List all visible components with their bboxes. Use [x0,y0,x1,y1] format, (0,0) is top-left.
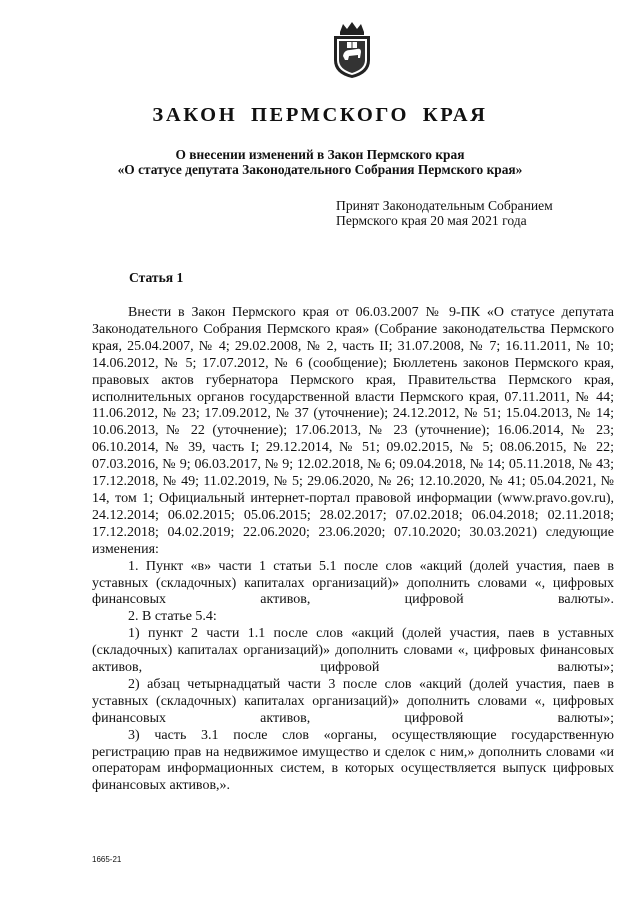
document-code: 1665-21 [92,855,122,864]
article-heading: Статья 1 [129,270,184,285]
law-title: ЗАКОН ПЕРМСКОГО КРАЯ [152,104,488,126]
article-paragraph: 1. Пункт «в» части 1 статьи 5.1 после слов «акций (долей участия, паев в уставных (складочных) капиталах организаций)» дополнить словами «, цифровых финансовых активов, цифровой валюты». [92,558,614,608]
article-paragraph: 2. В статье 5.4: [128,609,217,625]
law-subtitle-line-1: О внесении изменений в Закон Пермского края [175,147,465,162]
law-subtitle-line-2: «О статусе депутата Законодательного Собрания Пермского края» [117,162,523,177]
coat-of-arms-icon [330,20,374,80]
article-body [92,305,614,795]
adoption-note-line-1: Принят Законодательным Собранием [336,198,553,213]
article-paragraph: Внести в Закон Пермского края от 06.03.2007 № 9-ПК «О статусе депутата Законодательного Собрания Пермского края» (Собрание законодательства Пермского края, 25.04.2007, № 4; 29.02.2008, № 2, часть II; 31.07.2008, № 7; 16.11.2011, № 10; 14.06.2012, № 5; 17.07.2012, № 6 (сообщение); Бюллетень законов Пермского края, правовых актов губернатора Пермского края, Правительства Пермского края, исполнительных органов государственной власти Пермского края, 07.11.2011, № 44; 11.06.2012, № 23; 17.09.2012, № 37 (уточнение); 24.12.2012, № 51; 15.04.2013, № 14; 10.06.2013, № 22 (уточнение); 17.06.2013, № 23 (уточнение); 16.06.2014, № 23; 06.10.2014, № 39, часть I; 29.12.2014, № 51; 09.02.2015, № 5; 08.06.2015, № 22; 07.03.2016, № 9; 06.03.2017, № 9; 12.02.2018, № 6; 09.04.2018, № 14; 05.11.2018, № 43; 17.12.2018, № 49; 11.02.2019, № 5; 29.06.2020, № 26; 12.10.2020, № 41; 05.04.2021, № 14, том 1; Официальный интернет-портал правовой информации (www.pravo.gov.ru), 24.12.2014; 06.02.2015; 05.06.2015; 28.02.2017; 07.02.2018; 06.04.2018; 02.11.2018; 17.12.2018; 04.02.2019; 22.06.2020; 23.06.2020; 07.10.2020; 30.03.2021) следующие изменения: [92,305,614,557]
article-paragraph: 1) пункт 2 части 1.1 после слов «акций (долей участия, паев в уставных (складочных) капиталах организаций)» дополнить словами «, цифровых финансовых активов, цифровой валюты»; [92,626,614,676]
adoption-note-line-2: Пермского края 20 мая 2021 года [336,213,527,228]
article-paragraph: 3) часть 3.1 после слов «органы, осуществляющие государственную регистрацию прав на недвижимое имущество и сделок с ним,» дополнить словами «и операторам информационных систем, в которых осуществляется выпуск цифровых финансовых активов,». [92,727,614,794]
article-paragraph: 2) абзац четырнадцатый части 3 после слов «акций (долей участия, паев в уставных (складочных) капиталах организаций)» дополнить словами «, цифровых финансовых активов, цифровой валюты»; [92,676,614,726]
